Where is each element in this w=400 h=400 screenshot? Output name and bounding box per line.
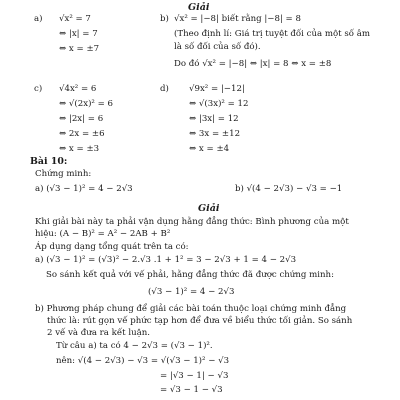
bai10-b-step-2: = |√3 − 1| − √3 [160, 371, 229, 381]
bai10-b-text-1: b) Phương pháp chung để giải các bài toán thuộc loại chứng minh đẳng [35, 304, 347, 314]
label-a: a) [34, 14, 43, 24]
bai10-part-b: b) √(4 − 2√3) − √3 = −1 [235, 184, 343, 194]
eq-c-line5: ⇔ x = ±3 [59, 144, 100, 154]
eq-c-line4: ⇔ 2x = ±6 [59, 129, 105, 139]
bai10-prompt: Chứng minh: [35, 169, 92, 179]
eq-d-line4: ⇔ 3x = ±12 [189, 129, 241, 139]
bai10-heading: Bài 10: [30, 156, 68, 167]
eq-b-line4: Do đó √x² = |−8| ⇔ |x| = 8 ⇔ x = ±8 [174, 59, 332, 69]
bai10-b-step-3: = √3 − 1 − √3 [160, 385, 223, 395]
eq-b-line2: (Theo định lí: Giá trị tuyệt đối của một số âm [174, 29, 371, 39]
bai10-explain-2: hiệu: (A − B)² = A² − 2AB + B² [35, 229, 171, 239]
eq-d-line1: √9x² = |−12| [189, 84, 245, 94]
title-giai: Giải [188, 2, 210, 13]
bai10-compare: So sánh kết quả với vế phải, hằng đẳng thức đã được chứng minh: [46, 270, 334, 280]
label-b: b) [160, 14, 169, 24]
eq-d-line2: ⇔ √(3x)² = 12 [189, 99, 249, 109]
bai10-part-a: a) (√3 − 1)² = 4 − 2√3 [35, 184, 133, 194]
label-d: d) [160, 84, 169, 94]
eq-c-line3: ⇔ |2x| = 6 [59, 114, 104, 124]
eq-a-line2: ⇔ |x| = 7 [59, 29, 98, 39]
bai10-apply: Áp dụng dạng tổng quát trên ta có: [35, 242, 189, 252]
bai10-b-nen: nên: √(4 − 2√3) − √3 = √(√3 − 1)² − √3 [56, 356, 230, 366]
bai10-explain-1: Khi giải bài này ta phải vận dụng hằng đẳng thức: Bình phương của một [35, 217, 349, 227]
bai10-b-from: Từ câu a) ta có 4 − 2√3 = (√3 − 1)². [56, 341, 213, 351]
bai10-giai: Giải [198, 203, 220, 214]
bai10-b-text-3: 2 vế và đưa ra kết luận. [47, 328, 150, 338]
bai10-result-a: (√3 − 1)² = 4 − 2√3 [148, 287, 235, 297]
eq-a-line1: √x² = 7 [59, 14, 91, 24]
label-c: c) [34, 84, 43, 94]
eq-c-line1: √4x² = 6 [59, 84, 97, 94]
eq-b-line3: là số đối của số đó). [174, 42, 261, 52]
eq-a-line3: ⇔ x = ±7 [59, 44, 100, 54]
bai10-b-text-2: thức là: rút gọn vế phức tạp hơn để đưa về biểu thức tối giản. So sánh [47, 316, 353, 326]
eq-c-line2: ⇔ √(2x)² = 6 [59, 99, 114, 109]
eq-d-line5: ⇔ x = ±4 [189, 144, 230, 154]
bai10-calc-a: a) (√3 − 1)² = (√3)² − 2.√3 .1 + 1² = 3 − 2√3 + 1 = 4 − 2√3 [35, 255, 297, 265]
eq-b-line1: √x² = |−8| biết rằng |−8| = 8 [174, 14, 301, 24]
eq-d-line3: ⇔ |3x| = 12 [189, 114, 239, 124]
